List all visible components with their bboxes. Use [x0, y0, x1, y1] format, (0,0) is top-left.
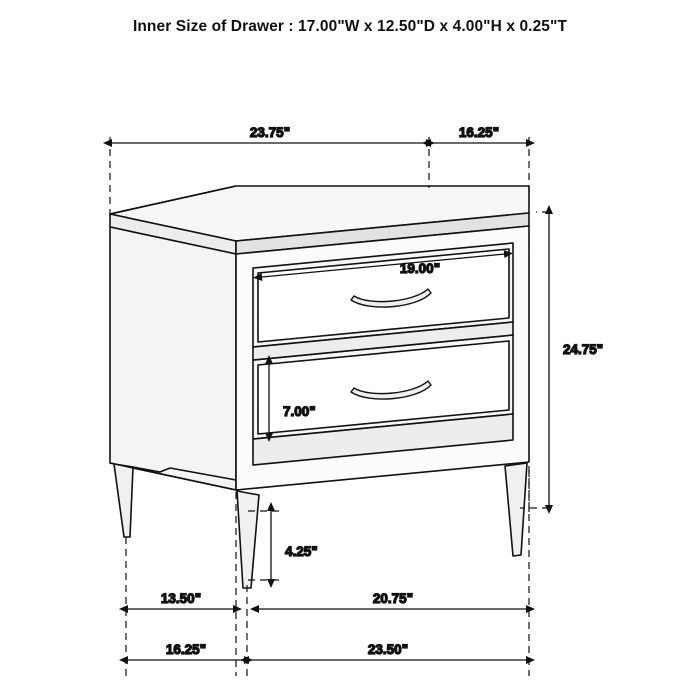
nightstand-illustration	[110, 186, 529, 588]
dim-label-top-left: 23.75"	[249, 125, 291, 140]
page-title: Inner Size of Drawer : 17.00"W x 12.50"D x 4.00"H x 0.25"T	[132, 18, 568, 35]
dim-label-top-right: 16.25"	[458, 125, 500, 140]
dim-label-bottom-right-inner: 20.75"	[372, 591, 414, 606]
dim-label-drawer-height: 7.00"	[283, 404, 316, 419]
leg-back-left	[114, 464, 133, 537]
dim-label-leg-height: 4.25"	[285, 544, 318, 559]
dim-label-drawer-width: 19.00"	[399, 261, 441, 276]
leg-front-left	[237, 491, 259, 588]
dim-label-bottom-left-inner: 13.50"	[160, 591, 202, 606]
dim-label-bottom-right-outer: 23.50"	[367, 642, 409, 657]
left-side-panel	[110, 227, 236, 490]
leg-front-right	[505, 463, 527, 556]
dim-label-bottom-left-outer: 16.25"	[165, 642, 207, 657]
dim-label-right-height: 24.75"	[563, 342, 604, 357]
